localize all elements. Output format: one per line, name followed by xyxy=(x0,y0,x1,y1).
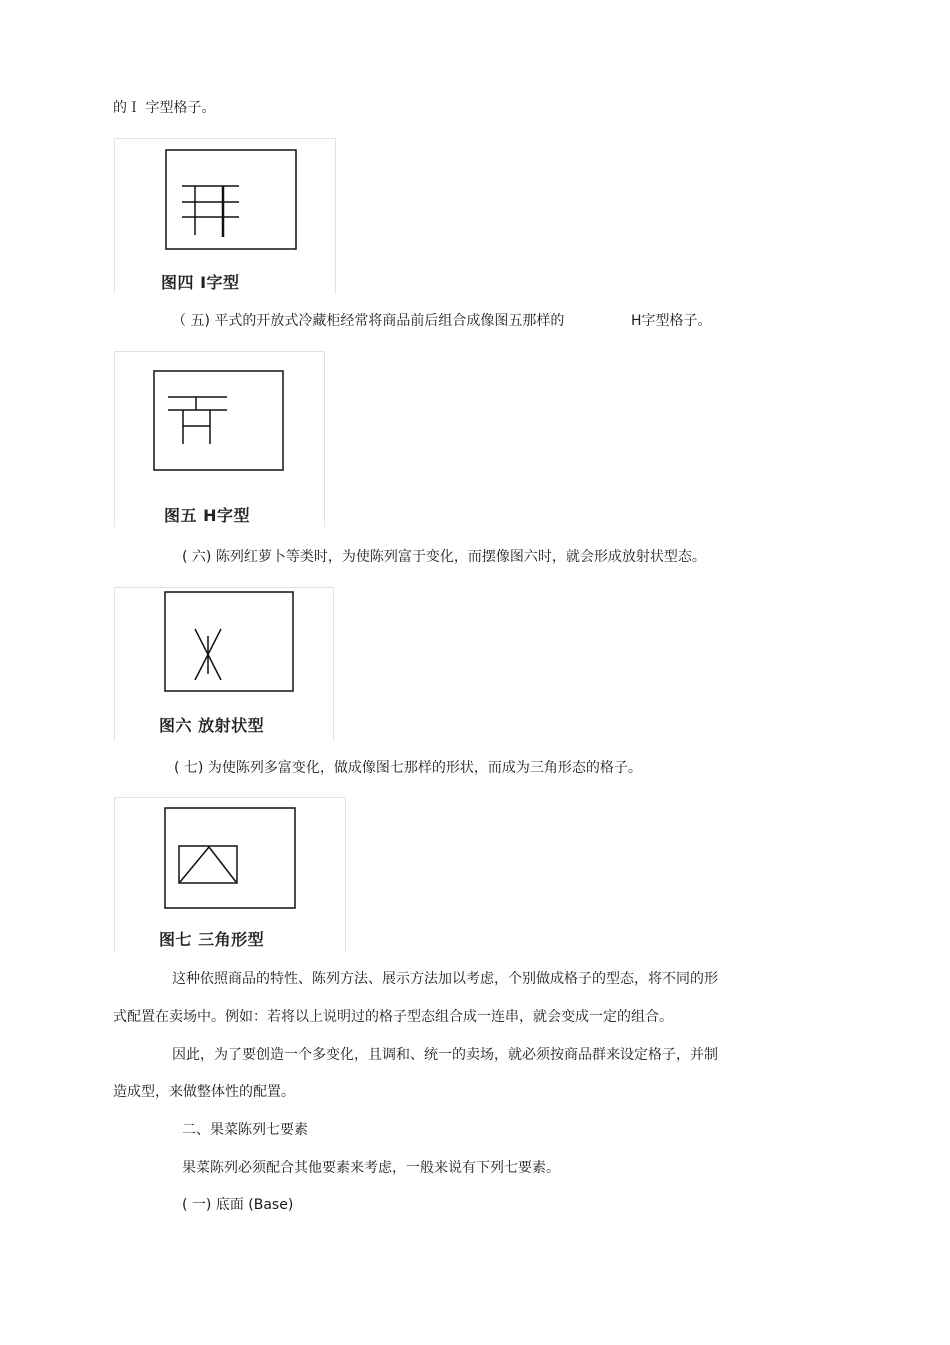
paragraph-1-line-2: 式配置在卖场中。例如：若将以上说明过的格子型态组合成一连串，就会变成一定的组合。 xyxy=(113,1009,673,1025)
figure-h-type-drawing xyxy=(115,352,324,527)
list-item-base: ( 一) 底面 (Base) xyxy=(182,1197,294,1213)
figure-h-type xyxy=(114,351,325,527)
text-line-i-type: 的Ｉ 字型格子。 xyxy=(113,100,216,116)
text-line-h-type: （ 五) 平式的开放式冷藏柜经常将商品前后组合成像图五那样的 xyxy=(172,313,565,329)
paragraph-1-line-1: 这种依照商品的特性、陈列方法、展示方法加以考虑，个别做成格子的型态，将不同的形 xyxy=(172,971,718,987)
text-line-h-type-end: H字型格子。 xyxy=(631,313,712,329)
text-line-triangle: ( 七) 为使陈列多富变化，做成像图七那样的形状，而成为三角形态的格子。 xyxy=(174,760,642,776)
figure-i-type-caption: 图四 I字型 xyxy=(161,273,240,292)
paragraph-2-line-2: 造成型，来做整体性的配置。 xyxy=(113,1084,295,1100)
figure-radial-type xyxy=(114,587,334,741)
paragraph-3: 果菜陈列必须配合其他要素来考虑，一般来说有下列七要素。 xyxy=(182,1160,560,1176)
figure-i-type xyxy=(114,138,336,294)
figure-triangle-type-caption: 图七 三角形型 xyxy=(159,930,265,949)
paragraph-2-line-1: 因此，为了要创造一个多变化，且调和、统一的卖场，就必须按商品群来设定格子，并制 xyxy=(172,1047,718,1063)
section-heading: 二、果菜陈列七要素 xyxy=(182,1122,308,1138)
figure-radial-type-caption: 图六 放射状型 xyxy=(159,716,265,735)
figure-triangle-type xyxy=(114,797,346,952)
figure-h-type-caption: 图五 H字型 xyxy=(164,506,250,525)
text-line-radial: ( 六) 陈列红萝卜等类时，为使陈列富于变化，而摆像图六时，就会形成放射状型态。 xyxy=(182,549,706,565)
